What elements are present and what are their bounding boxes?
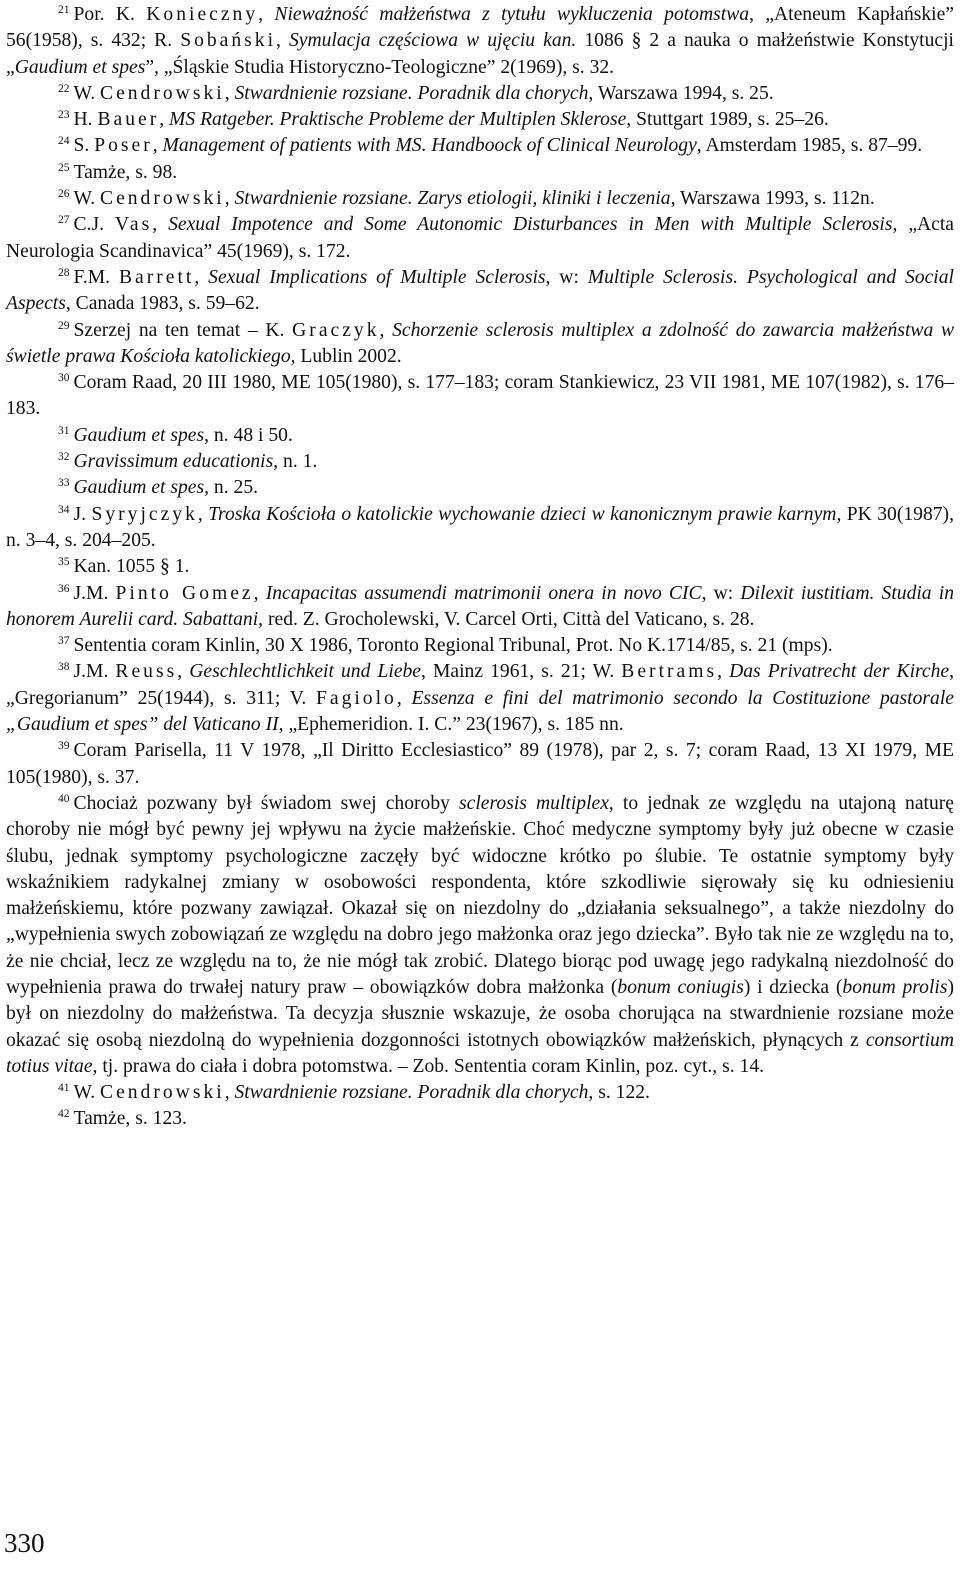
footnote-text: , (379, 319, 393, 341)
title-text: consortium totius vitae (6, 1029, 954, 1077)
footnote-text: , (224, 82, 235, 104)
footnote-text: J.M. (73, 582, 116, 604)
footnote-text: ) był on niezdolny do małżeństwa. Ta decyzja słusznie wskazuje, że osoba chorująca na stwardnienie rozsiane może okazać się osobą niezdolną do wypełnienia dozgonności istotnych obowiązków małżeńskich, płynących z (6, 976, 954, 1051)
title-text: Management of patients with MS. Handboock of Clinical Neurology (162, 135, 697, 157)
footnote-text: 1086 § 2 a nauka o małżeństwie Konstytucji „ (6, 30, 954, 78)
footnote-text: Coram Raad, 20 III 1980, ME 105(1980), s. 177–183; coram Stankiewicz, 23 VII 1981, ME 107(1982), s. 176–183. (6, 372, 954, 420)
footnote-35 (6, 554, 954, 580)
footnote-text: S. (73, 135, 95, 157)
title-text: Gaudium et spes (73, 424, 205, 446)
footnote-39 (6, 738, 954, 791)
footnote-number: 33 (58, 477, 70, 490)
title-text: Incapacitas assumendi matrimonii onera in novo CIC (265, 582, 702, 604)
footnote-number: 26 (58, 188, 70, 201)
footnote-text: , Stuttgart 1989, s. 25–26. (626, 109, 829, 131)
footnote-text: J.M. (73, 661, 116, 683)
footnote-41 (6, 1080, 954, 1106)
footnote-number: 25 (58, 161, 70, 174)
footnote-text: , (159, 109, 170, 131)
footnote-number: 40 (58, 792, 70, 805)
footnote-text: , Canada 1983, s. 59–62. (65, 293, 260, 315)
footnote-text: , tj. prawa do ciała i dobra potomstwa. – Zob. Sententia coram Kinlin, poz. cyt., s. 14. (92, 1055, 765, 1077)
title-text: Nieważność małżeństwa z tytułu wykluczenia potomstwa (274, 4, 750, 25)
title-text: Geschlechtlichkeit und Liebe (189, 661, 422, 683)
footnote-number: 37 (58, 635, 70, 648)
title-text: Stwardnienie rozsiane. Poradnik dla chorych (234, 82, 589, 104)
footnote-42 (6, 1106, 954, 1132)
footnote-text: , n. 48 i 50. (204, 424, 293, 446)
footnote-text: , to jednak ze względu na utajoną naturę choroby nie mógł być pewny jej wpływu na życie małżeńskie. Choć medyczne symptomy były już obecne w czasie ślubu, jednak symptomy psychologiczne zaczęły być widoczne krótko po ślubie. Te ostatnie symptomy były wskaźnikiem radykalnej zmiany w osobowości respondenta, które szkodliwie sięrowały się ku odniesieniu małżeńskiemu, które pozwany zawiązał. Okazał się on niezdolny do „działania seksualnego”, a także niezdolny do „wypełnienia swych zobowiązań ze względu na dobro jego małżonka oraz jego dziecka”. Było tak nie ze względu na to, że nie chciał, lecz ze względu na to, że nie mógł tak zrobić. Dlatego biorąc pod uwagę jego radykalną niezdolność do wypełnienia prawa do trwałej natury praw – obowiązków dobra małżonka ( (6, 792, 954, 998)
footnote-text: W. (73, 1082, 100, 1104)
footnote-28 (6, 265, 954, 318)
footnote-number: 36 (58, 582, 70, 595)
footnote-text: , „Gregorianum” 25(1944), s. 311; V. (6, 661, 955, 709)
footnote-text: , s. 122. (588, 1082, 650, 1104)
title-text: Gaudium et spes (14, 56, 146, 78)
footnote-text: , n. 1. (273, 451, 318, 473)
footnote-number: 39 (58, 740, 70, 753)
footnote-27 (6, 212, 954, 265)
footnote-text: , „Acta Neurologia Scandinavica” 45(1969), s. 172. (6, 214, 954, 262)
title-text: Gaudium et spes (73, 477, 205, 499)
footnote-40 (6, 791, 954, 1080)
author-name: Reuss (115, 661, 178, 683)
footnote-text: , (276, 30, 289, 52)
title-text: sclerosis multiplex (459, 792, 609, 814)
footnote-text: Tamże, s. 123. (73, 1108, 187, 1130)
title-text: Dilexit iustitiam. Studia in honorem Aurelii card. Sabattani (6, 582, 955, 630)
footnote-text: , w: (545, 266, 588, 288)
footnote-text: Kan. 1055 § 1. (73, 556, 190, 578)
author-name: Poser (94, 135, 153, 157)
footnote-number: 38 (58, 661, 70, 674)
footnote-text: , „Ateneum Kapłańskie” 56(1958), s. 432; R. (6, 4, 954, 52)
footnote-38 (6, 659, 954, 738)
footnote-25 (6, 160, 954, 186)
footnote-text: , w: (701, 582, 741, 604)
footnote-text: , (258, 4, 275, 25)
footnote-number: 28 (58, 266, 70, 279)
footnote-number: 29 (58, 319, 70, 332)
author-name: Sobański (180, 30, 277, 52)
footnote-36 (6, 581, 954, 634)
footnote-text: Por. K. (73, 4, 147, 25)
footnote-text: , (152, 214, 169, 236)
page-number: 330 (4, 1528, 45, 1558)
footnote-text: , (717, 661, 730, 683)
footnote-number: 23 (58, 109, 70, 122)
footnote-text: , „Ephemeridion. I. C.” 23(1967), s. 185 nn. (278, 714, 624, 736)
author-name: Pinto Gomez (115, 582, 254, 604)
footnote-text: , Mainz 1961, s. 21; W. (421, 661, 622, 683)
title-text: Troska Kościoła o katolickie wychowanie dzieci w kanonicznym prawie karnym (208, 503, 837, 525)
footnote-text: , (396, 687, 412, 709)
footnote-21 (6, 2, 954, 81)
author-name: Vas (114, 214, 153, 236)
author-name: Cendrowski (100, 82, 225, 104)
footnote-number: 22 (58, 82, 70, 95)
footnote-number: 35 (58, 556, 70, 569)
footnote-number: 42 (58, 1108, 70, 1121)
title-text: Sexual Implications of Multiple Sclerosis (208, 266, 546, 288)
title-text: bonum prolis (842, 976, 948, 998)
title-text: Stwardnienie rozsiane. Zarys etiologii, kliniki i leczenia (234, 188, 671, 210)
footnote-text: , (152, 135, 163, 157)
author-name: Graczyk (292, 319, 380, 341)
footnotes-section (6, 2, 954, 1133)
footnote-26 (6, 186, 954, 212)
footnote-text: Sententia coram Kinlin, 30 X 1986, Toronto Regional Tribunal, Prot. No K.1714/85, s. 21 (mps). (73, 635, 833, 657)
footnote-number: 24 (58, 135, 70, 148)
footnote-text: Szerzej na ten temat – K. (73, 319, 293, 341)
title-text: MS Ratgeber. Praktische Probleme der Multiplen Sklerose (169, 109, 627, 131)
footnote-33 (6, 475, 954, 501)
title-text: bonum coniugis (617, 976, 744, 998)
author-name: Bertrams (621, 661, 718, 683)
footnote-text: ”, „Śląskie Studia Historyczno-Teologiczne” 2(1969), s. 32. (145, 56, 615, 78)
footnote-number: 34 (58, 503, 70, 516)
title-text: Schorzenie sclerosis multiplex a zdolność do zawarcia małżeństwa w świetle prawa Kościoła katolickiego (6, 319, 955, 367)
footnote-24 (6, 133, 954, 159)
footnote-text: Chociaż pozwany był świadom swej choroby (73, 792, 460, 814)
footnote-32 (6, 449, 954, 475)
footnote-text: , PK 30(1987), n. 3–4, s. 204–205. (6, 503, 954, 551)
footnote-text: , Lublin 2002. (290, 345, 402, 367)
title-text: Sexual Impotence and Some Autonomic Disturbances in Men with Multiple Sclerosis (168, 214, 893, 236)
footnote-text: , (224, 188, 235, 210)
footnote-number: 21 (58, 4, 70, 16)
footnote-text: , (177, 661, 190, 683)
footnote-text: , Warszawa 1994, s. 25. (588, 82, 774, 104)
footnote-34 (6, 502, 954, 555)
footnote-text: J. (73, 503, 92, 525)
author-name: Barrett (118, 266, 195, 288)
author-name: Konieczny (146, 4, 259, 25)
footnote-text: ) i dziecka ( (743, 976, 843, 998)
author-name: Fagiolo (315, 687, 397, 709)
title-text: Stwardnienie rozsiane. Poradnik dla chorych (234, 1082, 589, 1104)
title-text: Symulacja częściowa w ujęciu kan. (288, 30, 577, 52)
footnote-text: , red. Z. Grocholewski, V. Carcel Orti, Città del Vaticano, s. 28. (258, 608, 755, 630)
author-name: Cendrowski (100, 188, 225, 210)
footnote-31 (6, 423, 954, 449)
footnote-text: , (253, 582, 266, 604)
title-text: Das Privatrecht der Kirche (729, 661, 950, 683)
footnote-number: 41 (58, 1082, 70, 1095)
footnote-30 (6, 370, 954, 423)
author-name: Bauer (97, 109, 160, 131)
author-name: Cendrowski (100, 1082, 225, 1104)
footnote-text: W. (73, 188, 100, 210)
footnote-number: 27 (58, 214, 70, 227)
footnote-text: , Amsterdam 1985, s. 87–99. (696, 135, 923, 157)
title-text: Multiple Sclerosis. Psychological and Social Aspects (6, 266, 954, 315)
footnote-text: F.M. (73, 266, 119, 288)
footnote-text: W. (73, 82, 100, 104)
footnote-22 (6, 81, 954, 107)
footnote-text: , n. 25. (204, 477, 259, 499)
footnote-29 (6, 318, 954, 371)
footnote-text: Coram Parisella, 11 V 1978, „Il Diritto Ecclesiastico” 89 (1978), par 2, s. 7; coram Raad, 13 XI 1979, ME 105(1980), s. 37. (6, 740, 954, 788)
footnote-text: , (224, 1082, 235, 1104)
footnote-text: , (197, 503, 209, 525)
footnote-number: 31 (58, 424, 70, 437)
author-name: Syryjczyk (91, 503, 198, 525)
footnote-text: , Warszawa 1993, s. 112n. (670, 188, 875, 210)
footnote-number: 32 (58, 451, 70, 464)
footnote-text: H. (73, 109, 98, 131)
footnote-text: Tamże, s. 98. (73, 161, 178, 183)
footnote-37 (6, 633, 954, 659)
title-text: Essenza e fini del matrimonio secondo la Costituzione pastorale „Gaudium et spes” del Vaticano II (6, 687, 954, 736)
footnote-23 (6, 107, 954, 133)
footnote-number: 30 (58, 372, 70, 385)
footnote-text: , (194, 266, 209, 288)
title-text: Gravissimum educationis (73, 451, 274, 473)
footnote-text: C.J. (73, 214, 115, 236)
